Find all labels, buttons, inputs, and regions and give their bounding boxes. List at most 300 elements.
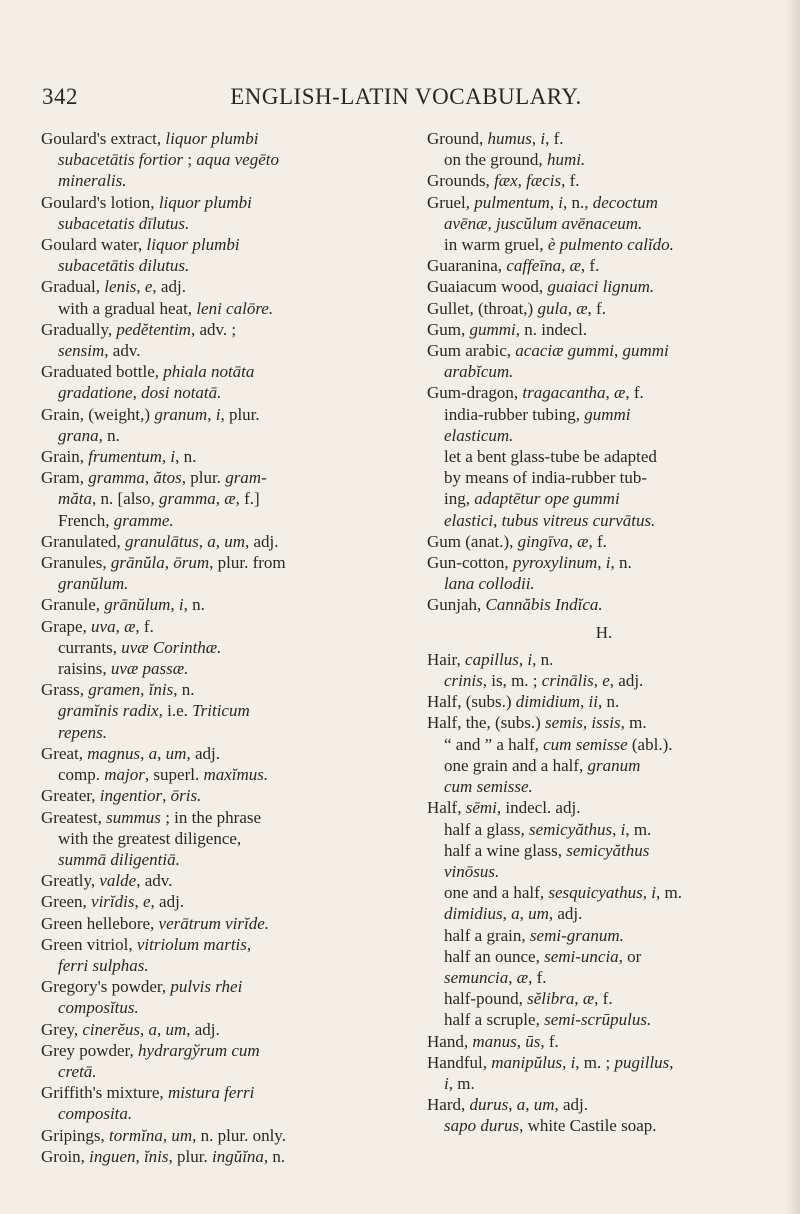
english-text: , adv. bbox=[104, 341, 141, 361]
english-text: , f. bbox=[625, 383, 644, 403]
latin-term: caffeīna bbox=[506, 256, 562, 276]
latin-term: sensim bbox=[58, 341, 105, 361]
english-text: Gripings, bbox=[41, 1125, 109, 1145]
entry-continuation bbox=[42, 382, 414, 403]
english-text: , plur. from bbox=[209, 553, 286, 573]
english-text: raisins, bbox=[58, 659, 111, 679]
entry-continuation bbox=[428, 213, 780, 234]
english-text: Graduated bottle, bbox=[41, 362, 164, 382]
english-text: “ and ” a half, bbox=[444, 734, 544, 754]
english-text: , bbox=[156, 1019, 166, 1039]
latin-term: i bbox=[215, 404, 221, 424]
vocab-entry bbox=[42, 1040, 414, 1082]
latin-term: um bbox=[528, 904, 549, 924]
english-text: Gum (anat.), bbox=[427, 531, 518, 551]
latin-term: composita. bbox=[58, 1104, 133, 1124]
latin-term: gramĭnis radix bbox=[58, 701, 159, 721]
english-text: Grounds, bbox=[427, 171, 495, 191]
english-text: Gram, bbox=[41, 468, 89, 488]
latin-term: granum bbox=[587, 755, 641, 775]
english-text: , bbox=[487, 213, 496, 233]
entry-continuation bbox=[428, 446, 780, 467]
latin-term: Triticum bbox=[192, 701, 250, 721]
english-text: , plur. bbox=[220, 404, 260, 424]
latin-term: vinōsus. bbox=[444, 861, 500, 881]
entry-headline bbox=[42, 870, 414, 891]
latin-term: æ bbox=[576, 298, 588, 318]
entry-continuation bbox=[428, 149, 780, 170]
english-text: , n. bbox=[597, 692, 620, 712]
entry-continuation bbox=[428, 755, 780, 776]
entry-continuation bbox=[42, 955, 414, 976]
latin-term: cinerĕus bbox=[82, 1019, 140, 1039]
vocab-entry bbox=[428, 298, 780, 319]
latin-term: um bbox=[224, 531, 245, 551]
english-text: Guaranina, bbox=[427, 256, 507, 276]
english-text: Greatly, bbox=[41, 871, 100, 891]
latin-term: pulmentum bbox=[474, 192, 550, 212]
latin-term: um bbox=[165, 743, 187, 763]
latin-term: Cannăbis Indĭca. bbox=[485, 595, 603, 615]
h-entries bbox=[428, 649, 780, 1137]
latin-term: inguen bbox=[89, 1146, 136, 1166]
entry-continuation bbox=[42, 298, 414, 319]
latin-term: sesquicyathus bbox=[548, 883, 643, 903]
latin-term: um bbox=[533, 1095, 555, 1115]
english-text: , n. bbox=[610, 553, 632, 573]
entry-continuation bbox=[428, 925, 780, 946]
entry-continuation bbox=[42, 764, 414, 785]
latin-term: i bbox=[170, 447, 176, 467]
latin-term: liquor plumbi bbox=[165, 129, 259, 148]
english-text: , bbox=[157, 743, 166, 763]
english-text: Gradually, bbox=[41, 319, 117, 339]
english-text: by means of india-rubber tub- bbox=[444, 468, 647, 488]
english-text: Groin, bbox=[41, 1146, 90, 1166]
latin-term: ōris. bbox=[170, 786, 202, 806]
vocab-entry bbox=[42, 807, 414, 871]
entry-headline bbox=[42, 934, 414, 955]
vocab-entry bbox=[428, 1031, 780, 1052]
english-text: , f. bbox=[540, 1031, 559, 1051]
entry-headline bbox=[428, 531, 780, 552]
latin-term: arabĭcum. bbox=[444, 362, 514, 382]
entry-headline bbox=[428, 340, 780, 361]
vocab-entry bbox=[42, 234, 414, 276]
entry-headline bbox=[42, 913, 414, 934]
latin-term: a bbox=[148, 743, 158, 763]
english-text: , m. ; bbox=[575, 1052, 615, 1072]
latin-term: e bbox=[602, 671, 610, 691]
english-text: , n. bbox=[532, 649, 554, 669]
latin-term: ōrum bbox=[173, 553, 210, 573]
english-text: , adv. ; bbox=[190, 319, 237, 339]
latin-term: ii bbox=[588, 692, 598, 712]
english-text: Granule, bbox=[41, 595, 105, 615]
entry-continuation bbox=[428, 882, 780, 903]
english-text: , f. bbox=[561, 171, 580, 191]
english-text: , adj. bbox=[186, 743, 220, 763]
page-edge-shadow bbox=[786, 0, 800, 1214]
english-text: , bbox=[613, 341, 623, 361]
english-text: Greatest, bbox=[41, 807, 107, 827]
latin-term: granulātus bbox=[125, 531, 199, 551]
entry-continuation bbox=[42, 1061, 414, 1082]
entry-continuation bbox=[42, 849, 414, 870]
english-text: Half, bbox=[427, 798, 466, 818]
vocab-entry bbox=[428, 128, 780, 170]
english-text: Gum, bbox=[427, 319, 470, 339]
english-text: , bbox=[567, 298, 577, 318]
english-text: half a scruple, bbox=[444, 1010, 545, 1030]
entry-headline bbox=[428, 594, 780, 615]
english-text: on the ground, bbox=[444, 150, 547, 170]
latin-term: gram- bbox=[225, 468, 267, 488]
latin-term: æ bbox=[582, 989, 595, 1009]
latin-term: i bbox=[540, 129, 546, 148]
entry-headline bbox=[42, 679, 414, 700]
vocab-entry bbox=[428, 382, 780, 530]
entry-continuation bbox=[428, 776, 780, 797]
english-text: , bbox=[493, 510, 502, 530]
english-text: Greater, bbox=[41, 786, 100, 806]
english-text: half a glass, bbox=[444, 819, 529, 839]
vocab-entry bbox=[428, 531, 780, 552]
latin-term: fæcis bbox=[526, 171, 562, 191]
vocab-entry bbox=[42, 1082, 414, 1124]
entry-continuation bbox=[428, 988, 780, 1009]
vocab-entry bbox=[42, 616, 414, 680]
latin-term: grānŭla bbox=[110, 553, 165, 573]
latin-term: ūs bbox=[525, 1031, 541, 1051]
latin-term: ferri sulphas. bbox=[58, 955, 149, 975]
english-text: Gullet, (throat,) bbox=[427, 298, 538, 318]
latin-term: um bbox=[171, 1125, 193, 1145]
latin-term: manipŭlus bbox=[491, 1052, 563, 1072]
entry-headline bbox=[428, 255, 780, 276]
latin-term: tubus vitreus curvātus. bbox=[501, 510, 656, 530]
latin-term: capillus bbox=[465, 649, 519, 669]
latin-term: verātrum virĭde. bbox=[158, 913, 270, 933]
english-text: , n. [also, bbox=[92, 489, 160, 509]
english-text: in warm gruel, bbox=[444, 235, 548, 255]
vocab-entry bbox=[42, 531, 414, 552]
english-text: Gradual, bbox=[41, 277, 105, 297]
vocab-entry bbox=[42, 404, 414, 446]
english-text: , bbox=[140, 743, 149, 763]
entry-headline bbox=[428, 382, 780, 403]
entry-headline bbox=[428, 298, 780, 319]
latin-term: ingŭĭna bbox=[211, 1146, 264, 1166]
entry-continuation bbox=[428, 861, 780, 882]
english-text: , n. indecl. bbox=[515, 319, 588, 339]
english-text: French, bbox=[58, 510, 114, 530]
english-text: , bbox=[161, 447, 171, 467]
english-text: Gruel, bbox=[427, 192, 475, 212]
english-text: , f. bbox=[528, 967, 547, 987]
entry-continuation bbox=[428, 510, 780, 531]
latin-term: gummi bbox=[584, 404, 631, 424]
english-text: let a bent glass-tube be adapted bbox=[444, 447, 657, 467]
latin-term: magnus bbox=[87, 743, 141, 763]
english-text: Hard, bbox=[427, 1095, 470, 1115]
english-text: , adj. bbox=[554, 1095, 589, 1115]
vocab-entry bbox=[428, 340, 780, 382]
latin-term: gula bbox=[537, 298, 568, 318]
entry-continuation bbox=[428, 734, 780, 755]
latin-term: issis bbox=[591, 713, 621, 733]
english-text: , f. bbox=[587, 298, 606, 318]
entry-continuation bbox=[428, 234, 780, 255]
english-text: Grape, bbox=[41, 616, 92, 636]
english-text: half a wine glass, bbox=[444, 840, 567, 860]
english-text: , n. bbox=[183, 595, 205, 615]
english-text: , bbox=[198, 531, 208, 551]
vocab-entry bbox=[42, 319, 414, 361]
latin-term: acaciæ gummi bbox=[515, 341, 614, 361]
entry-headline bbox=[42, 192, 414, 213]
vocab-entry bbox=[42, 976, 414, 1018]
english-text: , n. bbox=[263, 1146, 286, 1166]
english-text: half an ounce, bbox=[444, 946, 545, 966]
english-text: , bbox=[525, 1095, 534, 1115]
entry-headline bbox=[42, 891, 414, 912]
vocab-entry bbox=[42, 743, 414, 785]
latin-term: æ bbox=[613, 383, 626, 403]
entry-headline bbox=[428, 691, 780, 712]
english-text: , bbox=[605, 383, 614, 403]
latin-term: sĕlibra bbox=[527, 989, 575, 1009]
english-text: , n. plur. only. bbox=[192, 1125, 286, 1145]
latin-term: semi-granum. bbox=[529, 925, 624, 945]
latin-term: gradatione bbox=[58, 383, 133, 403]
latin-term: sēmi bbox=[465, 798, 497, 818]
entry-headline bbox=[42, 616, 414, 637]
english-text: , white Castile soap. bbox=[519, 1116, 657, 1136]
entry-continuation bbox=[42, 722, 414, 743]
english-text: , m. bbox=[448, 1073, 475, 1093]
entry-continuation bbox=[428, 840, 780, 861]
latin-term: crinālis bbox=[541, 671, 594, 691]
english-text: , indecl. adj. bbox=[496, 798, 581, 818]
latin-term: adaptētur ope gummi bbox=[474, 489, 620, 509]
entry-headline bbox=[428, 192, 780, 213]
latin-term: elastici bbox=[444, 510, 494, 530]
latin-term: i bbox=[620, 819, 626, 839]
english-text: Great, bbox=[41, 743, 88, 763]
english-text: , m. bbox=[620, 713, 647, 733]
english-text: , bbox=[170, 595, 179, 615]
latin-term: gummi bbox=[469, 319, 516, 339]
english-text: Goulard water, bbox=[41, 235, 147, 255]
english-text: , i.e. bbox=[158, 701, 193, 721]
entry-headline bbox=[42, 552, 414, 573]
entry-headline bbox=[42, 276, 414, 297]
vocab-entry bbox=[42, 276, 414, 318]
english-text: , bbox=[135, 1146, 144, 1166]
latin-term: a bbox=[516, 1095, 526, 1115]
latin-term: semicyăthus bbox=[566, 840, 650, 860]
latin-term: pulvis rhei bbox=[170, 977, 243, 997]
english-text: , f. bbox=[135, 616, 154, 636]
english-text: , is, m. ; bbox=[482, 671, 542, 691]
latin-term: semuncia bbox=[444, 967, 509, 987]
english-text: ing, bbox=[444, 489, 475, 509]
latin-term: æ bbox=[577, 531, 589, 551]
english-text: , adj. bbox=[548, 904, 583, 924]
vocab-entry bbox=[428, 691, 780, 712]
page-title: ENGLISH-LATIN VOCABULARY. bbox=[230, 84, 582, 109]
english-text: Green hellebore, bbox=[41, 913, 159, 933]
english-text: Ground, bbox=[427, 129, 488, 148]
english-text: Guaiacum wood, bbox=[427, 277, 548, 297]
latin-term: tormĭna bbox=[109, 1125, 163, 1145]
latin-term: gingīva bbox=[517, 531, 569, 551]
latin-term: elasticum. bbox=[444, 425, 514, 445]
entry-continuation bbox=[42, 213, 414, 234]
latin-term: a bbox=[511, 904, 520, 924]
english-text: , adj. bbox=[186, 1019, 220, 1039]
latin-term: e bbox=[142, 892, 151, 912]
english-text: , n., bbox=[563, 192, 593, 212]
english-text: with a gradual heat, bbox=[58, 298, 197, 318]
latin-term: lana collodii. bbox=[444, 574, 535, 594]
latin-term: è pulmento calĭdo. bbox=[547, 235, 674, 255]
latin-term: i bbox=[605, 553, 611, 573]
latin-term: juscŭlum avēnaceum. bbox=[495, 213, 643, 233]
latin-term: liquor plumbi bbox=[146, 235, 240, 255]
latin-term: um bbox=[165, 1019, 187, 1039]
latin-term: decoctum bbox=[592, 192, 658, 212]
latin-term: lenis bbox=[104, 277, 137, 297]
vocab-entry bbox=[428, 1094, 780, 1136]
vocab-entry bbox=[42, 913, 414, 934]
english-text: , bbox=[162, 1125, 172, 1145]
latin-term: i bbox=[558, 192, 563, 212]
english-text: , bbox=[518, 649, 528, 669]
entry-continuation bbox=[42, 658, 414, 679]
english-text: , bbox=[136, 277, 145, 297]
english-text: , bbox=[246, 934, 252, 954]
latin-term: i bbox=[527, 649, 533, 669]
latin-term: grana bbox=[58, 425, 99, 445]
latin-term: vitriolum martis bbox=[136, 934, 247, 954]
latin-term: e bbox=[144, 277, 153, 297]
english-text: india-rubber tubing, bbox=[444, 404, 585, 424]
entry-headline bbox=[42, 128, 414, 149]
english-text: , bbox=[134, 892, 143, 912]
vocab-entry bbox=[428, 170, 780, 191]
page-header bbox=[42, 84, 770, 114]
vocab-entry bbox=[42, 1019, 414, 1040]
latin-term: a bbox=[207, 531, 216, 551]
latin-term: subacetātis fortior bbox=[58, 150, 184, 170]
entry-continuation bbox=[42, 510, 414, 531]
latin-term: i bbox=[444, 1073, 449, 1093]
english-text: , plur. bbox=[181, 468, 226, 488]
english-text: , bbox=[164, 553, 174, 573]
vocab-entry bbox=[428, 594, 780, 615]
english-text: (abl.). bbox=[627, 734, 673, 754]
entry-continuation bbox=[428, 1115, 780, 1136]
english-text: Grey, bbox=[41, 1019, 83, 1039]
latin-term: semicyăthus bbox=[528, 819, 613, 839]
entry-headline bbox=[428, 649, 780, 670]
latin-term: virĭdis bbox=[91, 892, 135, 912]
latin-term: leni calōre. bbox=[196, 298, 274, 318]
english-text: , f. bbox=[588, 531, 607, 551]
english-text: , bbox=[139, 1019, 149, 1039]
latin-term: frumentum bbox=[88, 447, 162, 467]
english-text: , adj. bbox=[150, 892, 185, 912]
entry-continuation bbox=[428, 467, 780, 488]
english-text: Grass, bbox=[41, 680, 89, 700]
vocab-entry bbox=[42, 934, 414, 976]
latin-term: gramme. bbox=[113, 510, 174, 530]
english-text: half a grain, bbox=[444, 925, 530, 945]
english-text: , m. bbox=[656, 883, 682, 903]
latin-term: maxĭmus. bbox=[203, 765, 269, 785]
latin-term: i bbox=[651, 883, 656, 903]
entry-continuation bbox=[42, 170, 414, 191]
entry-continuation bbox=[428, 967, 780, 988]
english-text: , bbox=[132, 383, 142, 403]
english-text: , plur. bbox=[168, 1146, 212, 1166]
latin-term: semis bbox=[545, 713, 583, 733]
vocab-entry bbox=[42, 361, 414, 403]
entry-headline bbox=[42, 467, 414, 488]
english-text: , f. bbox=[545, 129, 564, 148]
latin-term: fæx bbox=[494, 171, 518, 191]
entry-continuation bbox=[428, 1009, 780, 1030]
english-text: , bbox=[562, 1052, 571, 1072]
english-text: , bbox=[531, 129, 541, 148]
latin-term: ingentior bbox=[99, 786, 163, 806]
english-text: Granules, bbox=[41, 553, 111, 573]
latin-term: dimidium bbox=[515, 692, 580, 712]
latin-term: dimidius bbox=[444, 904, 503, 924]
entry-headline bbox=[42, 404, 414, 425]
vocab-entry bbox=[42, 891, 414, 912]
entry-headline bbox=[42, 446, 414, 467]
latin-term: ĭnis bbox=[143, 1146, 169, 1166]
english-text: , bbox=[574, 989, 583, 1009]
english-text: , bbox=[502, 904, 512, 924]
vocab-entry bbox=[42, 870, 414, 891]
english-text: , bbox=[516, 1031, 526, 1051]
latin-term: valde bbox=[99, 871, 137, 891]
entry-headline bbox=[42, 785, 414, 806]
english-text: , n. bbox=[175, 447, 197, 467]
english-text: one and a half, bbox=[444, 883, 549, 903]
english-text: , bbox=[612, 819, 621, 839]
entry-headline bbox=[42, 743, 414, 764]
section-letter: H. bbox=[595, 622, 613, 642]
entry-headline bbox=[42, 1019, 414, 1040]
latin-term: gramma bbox=[88, 468, 145, 488]
entry-continuation bbox=[42, 1103, 414, 1124]
latin-term: a bbox=[148, 1019, 157, 1039]
entry-headline bbox=[428, 128, 780, 149]
english-text: Gum arabic, bbox=[427, 341, 516, 361]
entry-headline bbox=[428, 1031, 780, 1052]
entry-headline bbox=[42, 1082, 414, 1103]
latin-term: cum semisse. bbox=[444, 777, 533, 797]
latin-term: ătos bbox=[153, 468, 182, 488]
english-text: comp. bbox=[58, 765, 105, 785]
english-text: Gregory's powder, bbox=[41, 977, 171, 997]
entry-continuation bbox=[42, 425, 414, 446]
